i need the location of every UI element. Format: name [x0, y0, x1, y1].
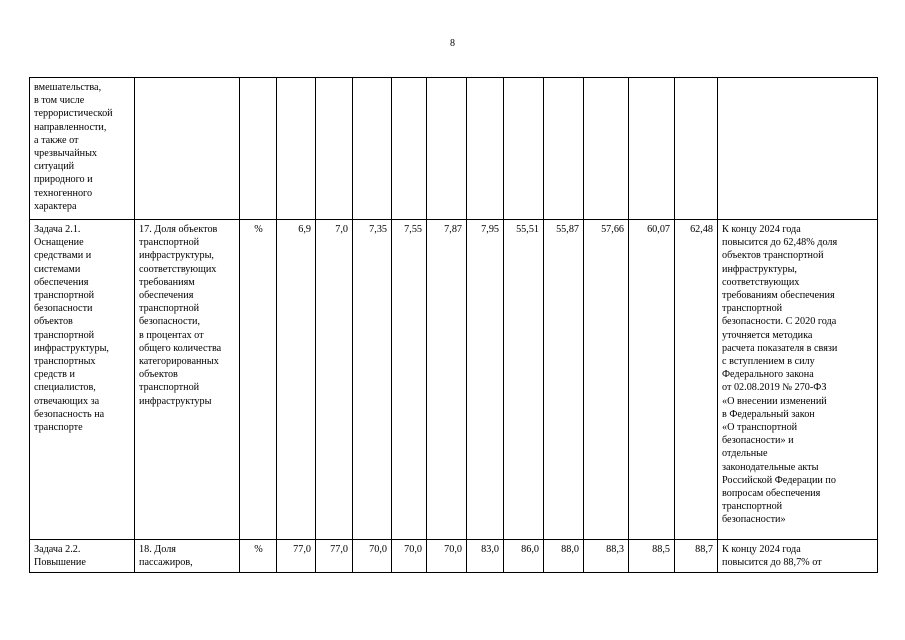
- value-cell: 62,48: [675, 220, 718, 540]
- value-cell: 6,9: [277, 220, 316, 540]
- value-cell: 77,0: [277, 540, 316, 573]
- value-cell: 70,0: [353, 540, 392, 573]
- task-cell: Задача 2.1. Оснащение средствами и системами обеспечения транспортной безопасности объектов транспортной инфраструктуры, транспортных средств и специалистов, отвечающих за безопасность на транспорте: [30, 220, 135, 540]
- value-cell: [277, 78, 316, 220]
- comment-cell: [718, 78, 878, 220]
- task-cell: вмешательства, в том числе террористической направленности, а также от чрезвычайных ситуаций природного и техногенного характера: [30, 78, 135, 220]
- value-cell: 55,51: [504, 220, 544, 540]
- value-cell: 70,0: [392, 540, 427, 573]
- indicators-table: [29, 77, 878, 573]
- value-cell: [427, 78, 467, 220]
- value-cell: [584, 78, 629, 220]
- value-cell: 7,0: [316, 220, 353, 540]
- task-cell: Задача 2.2. Повышение: [30, 540, 135, 573]
- unit-cell: %: [240, 540, 277, 573]
- value-cell: [675, 78, 718, 220]
- value-cell: 88,5: [629, 540, 675, 573]
- value-cell: 86,0: [504, 540, 544, 573]
- table-row: [30, 78, 878, 220]
- value-cell: [629, 78, 675, 220]
- value-cell: [316, 78, 353, 220]
- value-cell: 7,87: [427, 220, 467, 540]
- value-cell: 88,7: [675, 540, 718, 573]
- value-cell: 88,0: [544, 540, 584, 573]
- value-cell: 70,0: [427, 540, 467, 573]
- value-cell: 57,66: [584, 220, 629, 540]
- value-cell: 60,07: [629, 220, 675, 540]
- page-number: 8: [450, 38, 455, 49]
- indicator-cell: 17. Доля объектов транспортной инфраструктуры, соответствующих требованиям обеспечения транспортной безопасности, в процентах от общего количества категорированных объектов транспортной инфраструктуры: [135, 220, 240, 540]
- indicator-cell: 18. Доля пассажиров,: [135, 540, 240, 573]
- unit-cell: [240, 78, 277, 220]
- table-row: [30, 540, 878, 573]
- value-cell: [392, 78, 427, 220]
- value-cell: 7,95: [467, 220, 504, 540]
- table-row: [30, 220, 878, 540]
- value-cell: 83,0: [467, 540, 504, 573]
- value-cell: 77,0: [316, 540, 353, 573]
- value-cell: 55,87: [544, 220, 584, 540]
- unit-cell: %: [240, 220, 277, 540]
- comment-cell: К концу 2024 года повысится до 62,48% доля объектов транспортной инфраструктуры, соответствующих требованиям обеспечения транспортной безопасности. С 2020 года уточняется методика расчета показателя в связи с вступлением в силу Федерального закона от 02.08.2019 № 270-ФЗ «О внесении изменений в Федеральный закон «О транспортной безопасности» и отдельные законодательные акты Российской Федерации по вопросам обеспечения транспортной безопасности»: [718, 220, 878, 540]
- value-cell: [467, 78, 504, 220]
- value-cell: [353, 78, 392, 220]
- value-cell: [504, 78, 544, 220]
- value-cell: 7,55: [392, 220, 427, 540]
- indicator-cell: [135, 78, 240, 220]
- value-cell: 7,35: [353, 220, 392, 540]
- value-cell: [544, 78, 584, 220]
- value-cell: 88,3: [584, 540, 629, 573]
- comment-cell: К концу 2024 года повысится до 88,7% от: [718, 540, 878, 573]
